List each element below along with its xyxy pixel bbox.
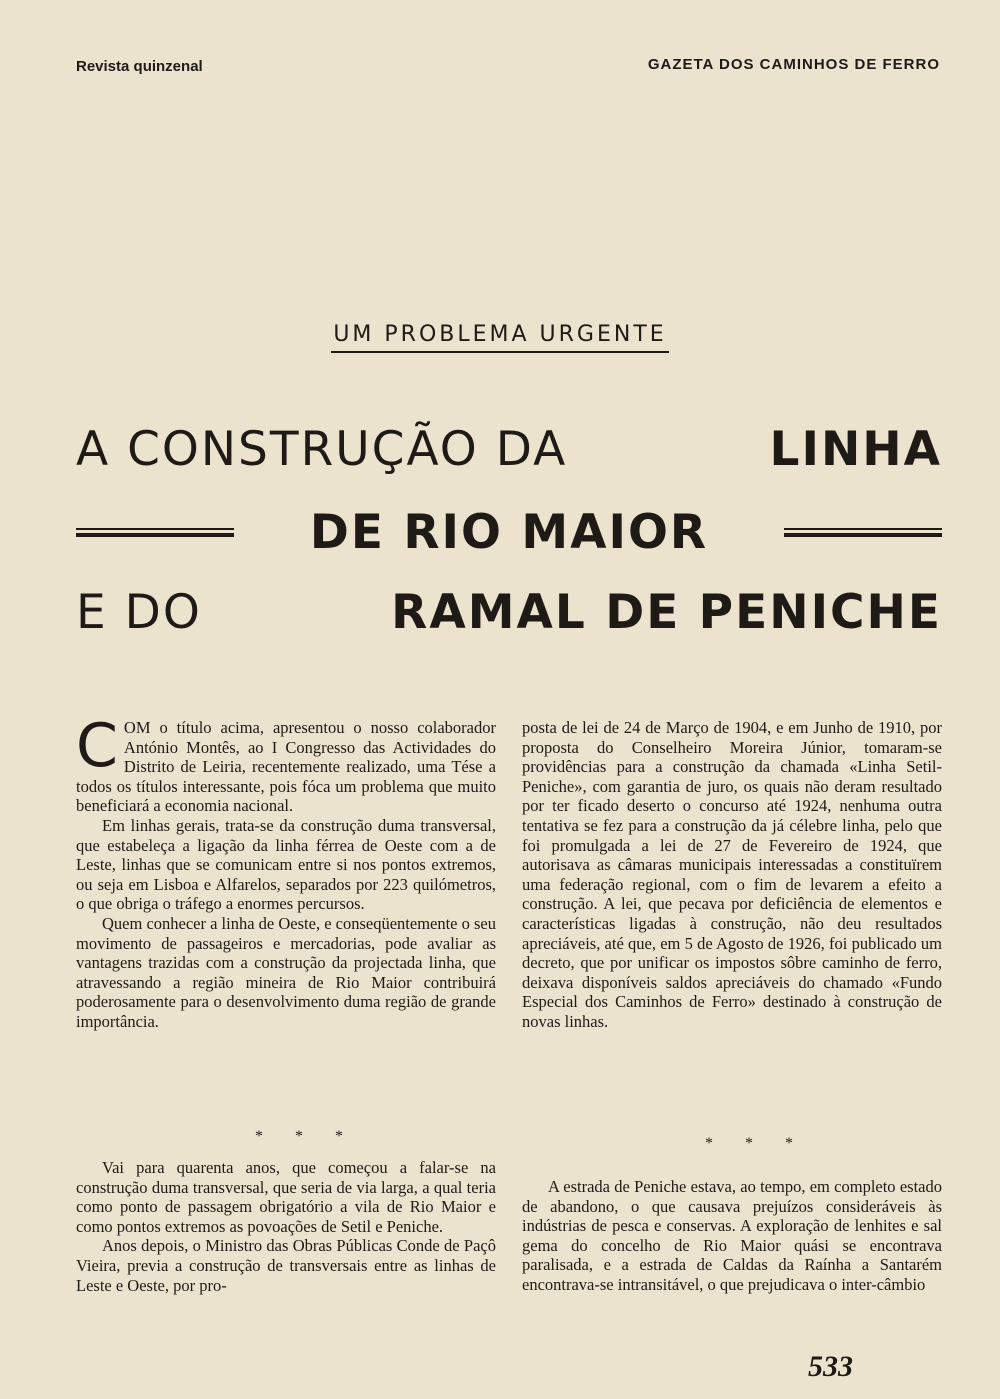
page-number: 533	[808, 1350, 853, 1383]
section-separator-right: * * *	[705, 1135, 807, 1152]
paragraph: posta de lei de 24 de Março de 1904, e em Junho de 1910, por proposta do Conselheiro Moreira Júnior, tomaram-se providências para a construção da chamada «Linha Setil-Peniche», com garantia de juro, os quais não deram resultado por ter ficado deserto o concurso até 1924, nenhuma outra tentativa se fez para a construção da já célebre linha, pelo que foi promulgada a lei de 27 de Fevereiro de 1924, que autorisava as câmaras municipais interessadas a constituïrem uma federação regional, com o fim de levarem a efeito a construção. A lei, que pecava por deficiência de elementos e características ligadas à construção, não deu resultados apreciáveis, até que, em 5 de Agosto de 1926, foi publicado um decreto, que por unificar os impostos sôbre caminho de ferro, deixava disponíveis saldos apreciáveis do chamado «Fundo Especial dos Caminhos de Ferro» destinado à construção de novas linhas.	[522, 718, 942, 1031]
paragraph: Vai para quarenta anos, que começou a falar-se na construção duma transversal, que seria de via larga, a qual teria como ponto de passagem obrigatório a vila de Rio Maior e como pontos extremos as povoações de Setil e Peniche.	[76, 1158, 496, 1236]
article-column-left-continued	[76, 1158, 496, 1295]
kicker	[0, 322, 1000, 353]
headline-line-3	[76, 585, 942, 641]
headline-line-3-bold: RAMAL DE PENICHE	[391, 585, 942, 640]
paragraph: Quem conhecer a linha de Oeste, e conseqüentemente o seu movimento de passageiros e mercadorias, pode avaliar as vantagens trazidas com a construção da projectada linha, que atravessando a região mineira de Rio Maior contribuirá poderosamente para o desenvolvimento duma região de grande importância.	[76, 913, 497, 1031]
article-column-right	[522, 718, 942, 1032]
kicker-text: UM PROBLEMA URGENTE	[331, 322, 668, 353]
paragraph	[76, 711, 496, 816]
headline-line-3-light: E DO	[76, 585, 202, 640]
paragraph: Anos depois, o Ministro das Obras Públicas Conde de Paçô Vieira, previa a construção de transversais entre as linhas de Leste e Oeste, por pro-	[76, 1236, 496, 1295]
headline-rule-right	[784, 527, 942, 539]
paragraph: A estrada de Peniche estava, ao tempo, em completo estado de abandono, o que causava prejuízos consideráveis às indústrias de pesca e conservas. A exploração de lenhites e sal gema do concelho de Rio Maior quási se encontrava paralisada, e a estrada de Caldas da Raínha a Santarém encontrava-se intransitável, o que prejudicava o inter-câmbio	[522, 1177, 942, 1294]
running-header-right: GAZETA DOS CAMINHOS DE FERRO	[647, 56, 940, 73]
running-header-left: Revista quinzenal	[76, 58, 203, 75]
headline-line-1-light: A CONSTRUÇÃO DA	[76, 422, 568, 477]
paragraph-text: OM o título acima, apresentou o nosso colaborador António Montês, ao I Congresso das Actividades do Distrito de Leiria, recentemente realizado, uma Tése a todos os títulos interessante, pois fóca um problema que muito beneficiará a economia nacional.	[76, 718, 496, 816]
drop-cap: C	[76, 711, 118, 781]
article-column-right-continued	[522, 1177, 942, 1295]
headline-line-2	[76, 505, 942, 561]
headline-rule-left	[76, 527, 234, 539]
article-column-left	[76, 711, 497, 1032]
section-separator-left: * * *	[255, 1128, 357, 1145]
paragraph: Em linhas gerais, trata-se da construção duma transversal, que estabeleça a ligação da linha férrea de Oeste com a de Leste, linhas que se comunicam entre si nos pontos extremos, ou seja em Lisboa e Alfarelos, separados por 223 quilómetros, o que obriga o tráfego a enormes percursos.	[76, 815, 496, 914]
headline-line-2-text: DE RIO MAIOR	[309, 505, 709, 560]
headline-line-1	[76, 422, 942, 478]
headline-line-1-bold: LINHA	[769, 422, 942, 477]
